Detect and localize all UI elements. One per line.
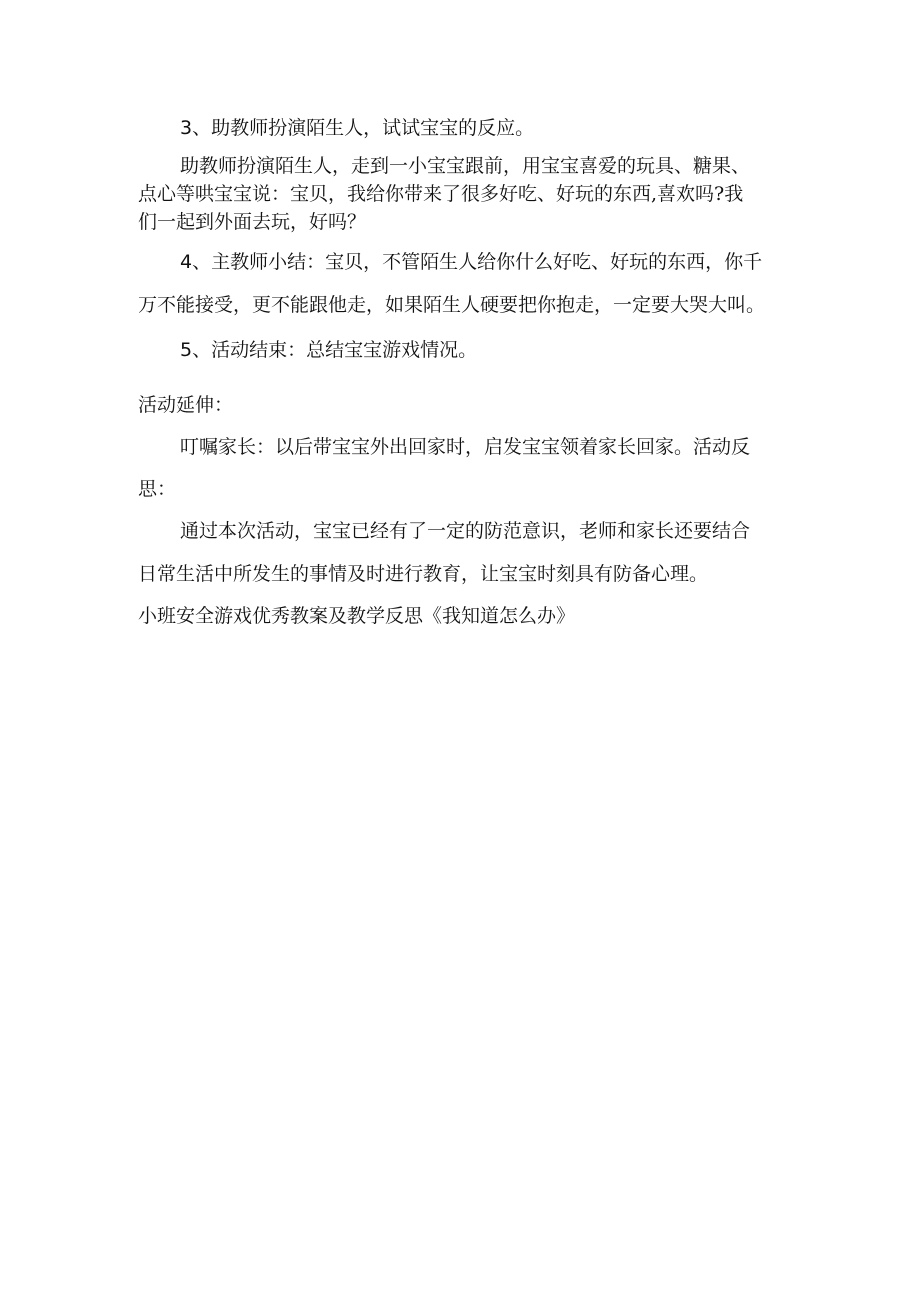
- paragraph-line: 通过本次活动，宝宝已经有了一定的防范意识，老师和家长还要结合: [180, 520, 751, 542]
- document-title-footer: 小班安全游戏优秀教案及教学反思《我知道怎么办》: [138, 605, 576, 627]
- paragraph-line: 叮嘱家长：以后带宝宝外出回家时，启发宝宝领着家长回家。活动反: [180, 436, 751, 458]
- paragraph-line: 点心等哄宝宝说：宝贝，我给你带来了很多好吃、好玩的东西,喜欢吗?我: [138, 183, 744, 205]
- step-5-heading: 5、活动结束：总结宝宝游戏情况。: [180, 339, 478, 361]
- paragraph-line: 们一起到外面去玩，好吗？: [138, 211, 367, 233]
- section-heading-extension: 活动延伸：: [138, 394, 234, 416]
- step-3-heading: 3、助教师扮演陌生人，试试宝宝的反应。: [180, 117, 535, 139]
- paragraph-line: 助教师扮演陌生人，走到一小宝宝跟前，用宝宝喜爱的玩具、糖果、: [180, 155, 751, 177]
- paragraph-line: 日常生活中所发生的事情及时进行教育，让宝宝时刻具有防备心理。: [138, 563, 709, 585]
- step-4-heading: 4、主教师小结：宝贝，不管陌生人给你什么好吃、好玩的东西，你千: [180, 251, 763, 273]
- paragraph-line: 万不能接受，更不能跟他走，如果陌生人硬要把你抱走，一定要大哭大叫。: [138, 294, 766, 316]
- paragraph-line: 思：: [138, 478, 177, 500]
